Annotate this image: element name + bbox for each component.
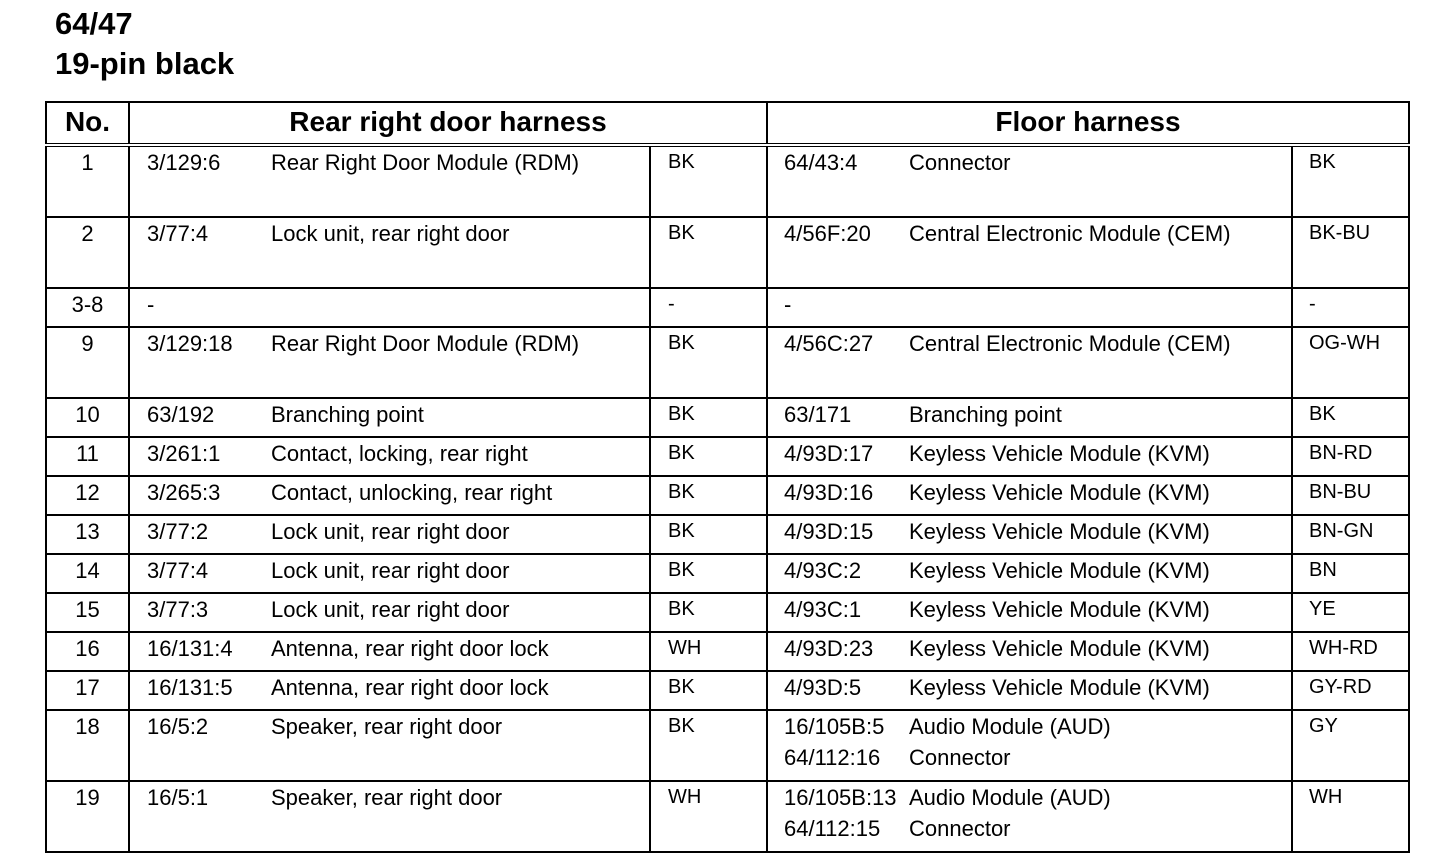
rear-ref: 3/129:6 <box>129 145 271 217</box>
rear-ref: 3/265:3 <box>129 476 271 515</box>
floor-description: Keyless Vehicle Module (KVM) <box>909 437 1292 476</box>
rear-wire-color: BK <box>650 515 767 554</box>
rear-wire-color: BK <box>650 217 767 288</box>
floor-description: Keyless Vehicle Module (KVM) <box>909 593 1292 632</box>
table-row <box>46 710 1409 781</box>
floor-ref: 4/93C:1 <box>767 593 909 632</box>
pin-number: 3-8 <box>46 288 129 327</box>
rear-wire-color: BK <box>650 327 767 398</box>
rear-ref: 16/5:2 <box>129 710 271 781</box>
floor-description-line: Connector <box>909 816 1011 841</box>
pin-number: 15 <box>46 593 129 632</box>
table-row <box>46 632 1409 671</box>
table-row <box>46 671 1409 710</box>
rear-description: Rear Right Door Module (RDM) <box>271 327 650 398</box>
floor-wire-color: BN-BU <box>1292 476 1409 515</box>
table-row <box>46 781 1409 852</box>
floor-description: Keyless Vehicle Module (KVM) <box>909 632 1292 671</box>
pin-number: 18 <box>46 710 129 781</box>
rear-ref: 63/192 <box>129 398 271 437</box>
floor-description <box>909 710 1292 781</box>
floor-ref-line: 64/112:16 <box>784 745 881 770</box>
floor-ref: 63/171 <box>767 398 909 437</box>
floor-ref: 4/93D:15 <box>767 515 909 554</box>
rear-ref: 3/77:4 <box>129 554 271 593</box>
rear-ref: 16/131:5 <box>129 671 271 710</box>
floor-description-line: Connector <box>909 745 1011 770</box>
floor-description: Central Electronic Module (CEM) <box>909 217 1292 288</box>
rear-description: Lock unit, rear right door <box>271 515 650 554</box>
floor-ref <box>767 710 909 781</box>
floor-wire-color: BN-RD <box>1292 437 1409 476</box>
pin-number: 19 <box>46 781 129 852</box>
rear-wire-color: BK <box>650 476 767 515</box>
rear-ref: 3/77:2 <box>129 515 271 554</box>
rear-wire-color: BK <box>650 710 767 781</box>
floor-wire-color: BN <box>1292 554 1409 593</box>
pin-number: 2 <box>46 217 129 288</box>
connector-id: 64/47 <box>55 6 133 41</box>
rear-description: Contact, unlocking, rear right <box>271 476 650 515</box>
floor-ref: 4/93D:5 <box>767 671 909 710</box>
rear-description: Antenna, rear right door lock <box>271 632 650 671</box>
floor-wire-color: BN-GN <box>1292 515 1409 554</box>
rear-description <box>271 288 650 327</box>
floor-description-line: Audio Module (AUD) <box>909 714 1111 739</box>
rear-description: Speaker, rear right door <box>271 781 650 852</box>
rear-wire-color: BK <box>650 671 767 710</box>
floor-ref: 4/93D:17 <box>767 437 909 476</box>
floor-description: Keyless Vehicle Module (KVM) <box>909 476 1292 515</box>
table-row <box>46 476 1409 515</box>
floor-wire-color: BK <box>1292 398 1409 437</box>
table-row <box>46 593 1409 632</box>
rear-description: Lock unit, rear right door <box>271 554 650 593</box>
floor-wire-color: YE <box>1292 593 1409 632</box>
rear-description: Lock unit, rear right door <box>271 217 650 288</box>
floor-ref: 4/93C:2 <box>767 554 909 593</box>
rear-ref: 3/77:3 <box>129 593 271 632</box>
table-row <box>46 288 1409 327</box>
floor-description: Branching point <box>909 398 1292 437</box>
floor-wire-color: BK-BU <box>1292 217 1409 288</box>
header-rear-harness: Rear right door harness <box>129 102 767 145</box>
header-no: No. <box>46 102 129 145</box>
rear-wire-color: BK <box>650 437 767 476</box>
floor-description: Keyless Vehicle Module (KVM) <box>909 554 1292 593</box>
rear-wire-color: WH <box>650 781 767 852</box>
rear-ref: 3/77:4 <box>129 217 271 288</box>
header-floor-harness: Floor harness <box>767 102 1409 145</box>
floor-description: Central Electronic Module (CEM) <box>909 327 1292 398</box>
floor-wire-color: WH-RD <box>1292 632 1409 671</box>
rear-description: Rear Right Door Module (RDM) <box>271 145 650 217</box>
floor-wire-color: BK <box>1292 145 1409 217</box>
pin-number: 12 <box>46 476 129 515</box>
floor-ref: 4/93D:23 <box>767 632 909 671</box>
rear-wire-color: WH <box>650 632 767 671</box>
floor-ref: 4/56F:20 <box>767 217 909 288</box>
floor-ref: 64/43:4 <box>767 145 909 217</box>
floor-description: Keyless Vehicle Module (KVM) <box>909 671 1292 710</box>
floor-wire-color: GY-RD <box>1292 671 1409 710</box>
floor-ref: - <box>767 288 909 327</box>
pin-number: 13 <box>46 515 129 554</box>
rear-wire-color: BK <box>650 398 767 437</box>
floor-ref: 4/93D:16 <box>767 476 909 515</box>
rear-description: Speaker, rear right door <box>271 710 650 781</box>
rear-ref: 3/261:1 <box>129 437 271 476</box>
table-header-row <box>46 102 1409 145</box>
connector-description: 19-pin black <box>55 46 235 81</box>
rear-description: Antenna, rear right door lock <box>271 671 650 710</box>
rear-ref: 16/131:4 <box>129 632 271 671</box>
table-row <box>46 398 1409 437</box>
floor-description: Connector <box>909 145 1292 217</box>
rear-ref: 16/5:1 <box>129 781 271 852</box>
floor-wire-color: GY <box>1292 710 1409 781</box>
table-row <box>46 217 1409 288</box>
floor-description <box>909 781 1292 852</box>
table-row <box>46 437 1409 476</box>
pin-number: 17 <box>46 671 129 710</box>
table-row <box>46 554 1409 593</box>
rear-wire-color: BK <box>650 593 767 632</box>
floor-description <box>909 288 1292 327</box>
floor-ref-line: 64/112:15 <box>784 816 881 841</box>
rear-ref: 3/129:18 <box>129 327 271 398</box>
floor-ref <box>767 781 909 852</box>
rear-wire-color: BK <box>650 554 767 593</box>
floor-ref: 4/56C:27 <box>767 327 909 398</box>
pin-number: 14 <box>46 554 129 593</box>
pin-number: 11 <box>46 437 129 476</box>
table-row <box>46 515 1409 554</box>
table-row <box>46 327 1409 398</box>
table-row <box>46 145 1409 217</box>
rear-ref: - <box>129 288 271 327</box>
pinout-table <box>45 101 1410 853</box>
pin-number: 10 <box>46 398 129 437</box>
pin-number: 1 <box>46 145 129 217</box>
pin-number: 16 <box>46 632 129 671</box>
pin-number: 9 <box>46 327 129 398</box>
rear-wire-color: BK <box>650 145 767 217</box>
floor-wire-color: OG-WH <box>1292 327 1409 398</box>
rear-description: Contact, locking, rear right <box>271 437 650 476</box>
floor-wire-color: WH <box>1292 781 1409 852</box>
floor-description: Keyless Vehicle Module (KVM) <box>909 515 1292 554</box>
floor-wire-color: - <box>1292 288 1409 327</box>
floor-description-line: Audio Module (AUD) <box>909 785 1111 810</box>
floor-ref-line: 16/105B:5 <box>784 714 885 739</box>
rear-description: Lock unit, rear right door <box>271 593 650 632</box>
rear-description: Branching point <box>271 398 650 437</box>
rear-wire-color: - <box>650 288 767 327</box>
floor-ref-line: 16/105B:13 <box>784 785 897 810</box>
